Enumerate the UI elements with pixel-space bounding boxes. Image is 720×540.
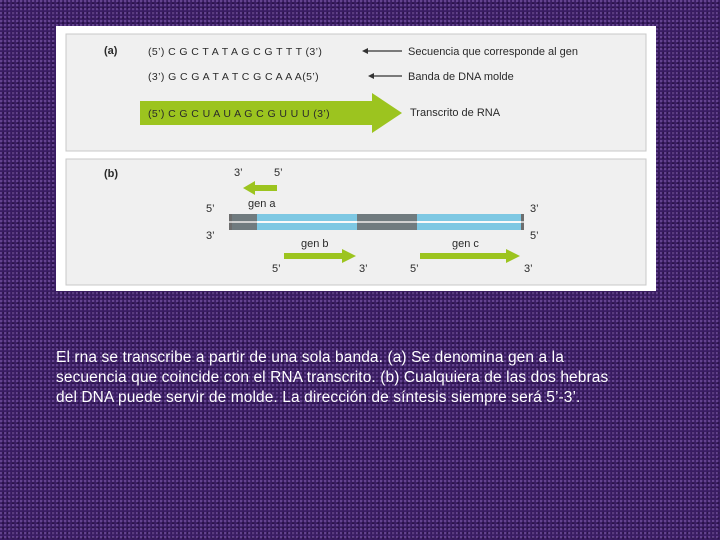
gene-a-start-end: 3’: [234, 167, 243, 179]
caption-line-2: secuencia que coincide con el RNA transcrito. (b) Cualquiera de las dos hebras: [56, 369, 609, 386]
gene-c-label: gen c: [452, 238, 479, 250]
gene-a-label: gen a: [248, 198, 276, 210]
gene-b-label: gen b: [301, 238, 329, 250]
gene-a-stop-end: 5’: [274, 167, 283, 179]
coding-strand-caption: Secuencia que corresponde al gen: [408, 46, 579, 58]
caption-line-3: del DNA puede servir de molde. La dirección de síntesis siempre será 5’-3’.: [56, 389, 581, 406]
slide-caption: [56, 348, 676, 408]
rna-transcript-sequence: (5’) C G C U A U A G C G U U U (3’): [148, 108, 331, 120]
panel-b: [66, 159, 646, 285]
dna-double-strand: [229, 214, 524, 230]
bottom-strand-right-end: 5’: [530, 230, 539, 242]
template-strand-caption: Banda de DNA molde: [408, 71, 514, 83]
panel-b-label: (b): [104, 168, 119, 180]
figure-svg: [56, 26, 656, 291]
caption-line-1: El rna se transcribe a partir de una sola banda. (a) Se denomina gen a la: [56, 349, 564, 366]
coding-strand-sequence: (5’) C G C T A T A G C G T T T (3’): [148, 46, 323, 58]
gene-b-stop-end: 3’: [359, 263, 368, 275]
template-strand-sequence: (3’) G C G A T A T C G C A A A(5’): [148, 71, 319, 83]
top-strand-left-end: 5’: [206, 203, 215, 215]
top-strand-right-end: 3’: [530, 203, 539, 215]
transcription-figure: [56, 26, 656, 291]
panel-a-label: (a): [104, 45, 118, 57]
gene-c-start-end: 5’: [410, 263, 419, 275]
gene-b-start-end: 5’: [272, 263, 281, 275]
rna-transcript-caption: Transcrito de RNA: [410, 107, 501, 119]
gene-c-stop-end: 3’: [524, 263, 533, 275]
panel-a: [66, 34, 646, 151]
bottom-strand-left-end: 3’: [206, 230, 215, 242]
